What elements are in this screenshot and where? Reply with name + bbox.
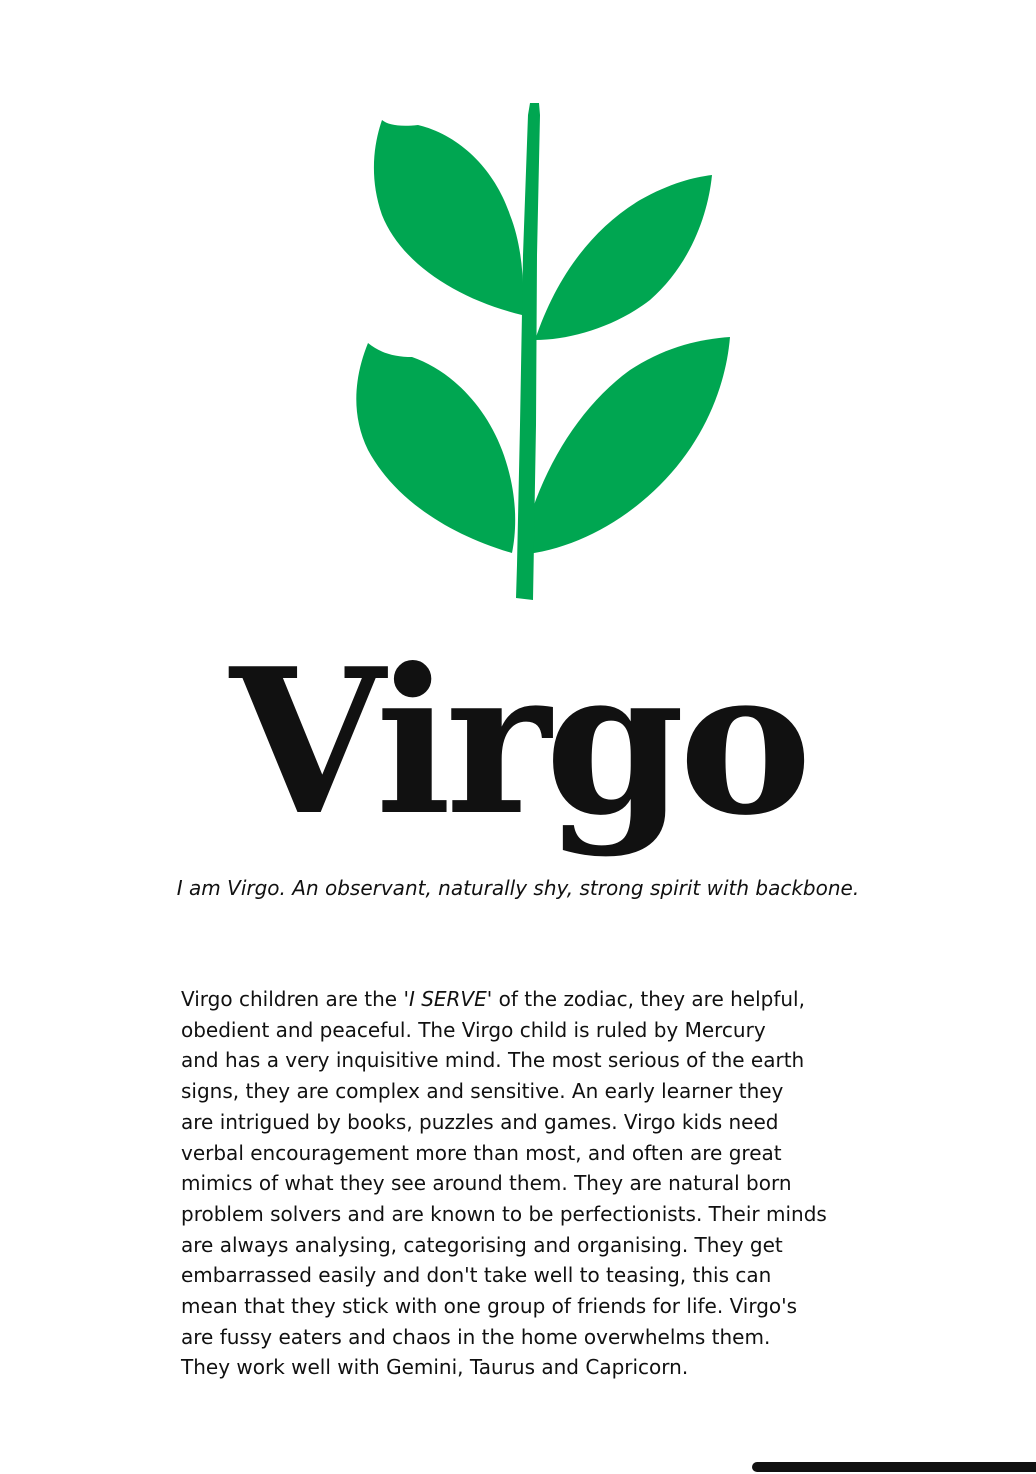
leaf-upper-right: [535, 175, 712, 340]
description-line: problem solvers and are known to be perfectionists. Their minds: [181, 1201, 827, 1226]
tagline: I am Virgo. An observant, naturally shy, strong spirit with backbone.: [176, 876, 860, 900]
description-line: They work well with Gemini, Taurus and Capricorn.: [181, 1355, 689, 1380]
lead-text-before: Virgo children are the: [181, 987, 404, 1011]
sprig-leaves: [356, 120, 730, 555]
leaf-lower-left: [356, 343, 515, 553]
description-line: and has a very inquisitive mind. The most serious of the earth: [181, 1048, 805, 1073]
description-line: signs, they are complex and sensitive. An early learner they: [181, 1079, 784, 1104]
description-paragraph: [181, 984, 871, 1383]
home-indicator[interactable]: [752, 1462, 1036, 1472]
description-line: mean that they stick with one group of friends for life. Virgo's: [181, 1294, 798, 1319]
leaf-upper-left: [374, 120, 523, 315]
description-line: obedient and peaceful. The Virgo child is ruled by Mercury: [181, 1017, 766, 1042]
description-line: [181, 984, 871, 1015]
description-line: mimics of what they see around them. They are natural born: [181, 1171, 792, 1196]
lead-text-after: of the zodiac, they are helpful,: [492, 987, 805, 1011]
virgo-sprig-icon: [340, 95, 740, 605]
description-line: verbal encouragement more than most, and often are great: [181, 1140, 782, 1165]
lead-emphasis: 'I SERVE': [403, 987, 493, 1011]
leaf-lower-right: [520, 337, 730, 555]
description-line: are fussy eaters and chaos in the home overwhelms them.: [181, 1324, 771, 1349]
description-line: are always analysing, categorising and organising. They get: [181, 1232, 783, 1257]
page-title: Virgo: [229, 625, 807, 860]
description-line: are intrigued by books, puzzles and games. Virgo kids need: [181, 1109, 779, 1134]
description-line: embarrassed easily and don't take well to teasing, this can: [181, 1263, 772, 1288]
